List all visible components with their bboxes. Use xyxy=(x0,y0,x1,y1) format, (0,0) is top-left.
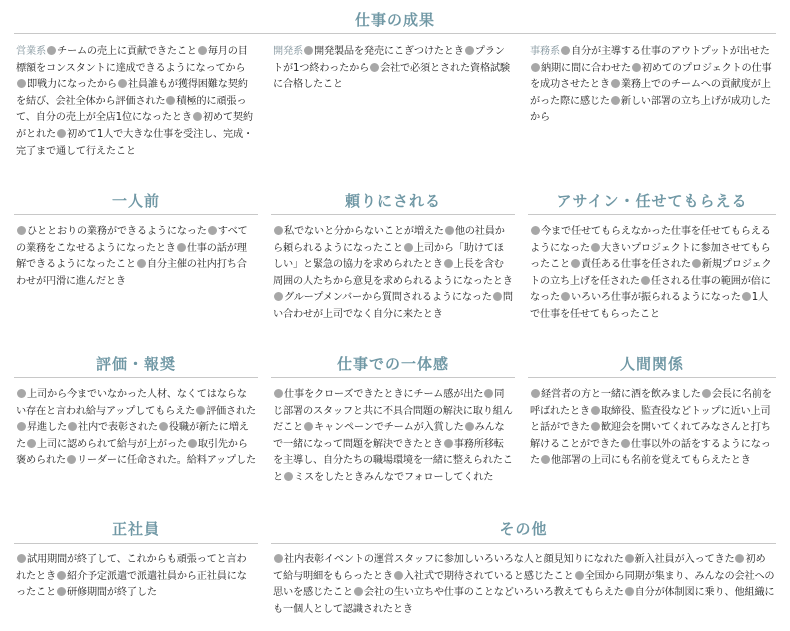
bullet-dot-icon xyxy=(177,243,186,252)
list-item: 業務上でのチームへの貢献度が上がった際に感じた xyxy=(530,79,771,107)
bullet-dot-icon xyxy=(274,292,283,301)
bullet-dot-icon xyxy=(47,46,56,55)
bullet-dot-icon xyxy=(702,389,711,398)
list-item: 初めて1人で大きな仕事を受注し、完成・完了まで通して行えたこと xyxy=(16,128,254,157)
list-item: 大きいプロジェクトに参加させてもらったこと xyxy=(530,242,771,271)
list-item: みんなで一緒になって問題を解決できたとき xyxy=(273,422,505,450)
bullet-dot-icon xyxy=(57,587,66,596)
list-item: キャンペーンでチームが入賞した xyxy=(313,422,464,434)
list-item: 積極的に頑張って、自分の売上が全店1位になったとき xyxy=(16,95,247,124)
bullet-dot-icon xyxy=(17,422,26,431)
divider xyxy=(14,214,258,215)
list-item: 問い合わせが上司でなく自分に来たとき xyxy=(273,292,513,320)
section-title-relied-on: 頼りにされる xyxy=(344,192,441,210)
bullet-dot-icon xyxy=(17,389,26,398)
list-item: ミスをしたときみんなでフォローしてくれた xyxy=(294,471,494,483)
bullet-dot-icon xyxy=(632,63,641,72)
bullet-dot-icon xyxy=(735,554,744,563)
category-label: 営業系 xyxy=(16,46,46,57)
bullet-dot-icon xyxy=(354,587,363,596)
teamwork-text xyxy=(273,387,513,487)
bullet-dot-icon xyxy=(118,79,127,88)
bullet-dot-icon xyxy=(370,63,379,72)
bullet-dot-icon xyxy=(465,422,474,431)
bullet-dot-icon xyxy=(561,46,570,55)
list-item: 新しい部署の立ち上げが成功したから xyxy=(530,95,771,124)
divider xyxy=(271,543,776,544)
bullet-dot-icon xyxy=(274,226,283,235)
bullet-dot-icon xyxy=(274,554,283,563)
bullet-dot-icon xyxy=(68,422,77,431)
section-title-evaluation: 評価・報奨 xyxy=(95,355,176,373)
list-item: リーダーに任命された。給料アップした xyxy=(76,455,256,467)
bullet-dot-icon xyxy=(17,554,26,563)
list-item: 昇進した xyxy=(27,422,67,434)
divider xyxy=(14,377,258,378)
bullet-dot-icon xyxy=(541,455,550,464)
list-item: プラントが1つ終わったから xyxy=(273,46,505,74)
other-text xyxy=(273,552,775,618)
bullet-dot-icon xyxy=(575,571,584,580)
bullet-dot-icon xyxy=(692,259,701,268)
list-item: 取締役、監査役などトップに近い上司と話ができた xyxy=(530,405,771,434)
list-item: 上司から今までいなかった人材、なくてはならない存在と言われ給与アップしてもらえた xyxy=(16,389,247,417)
list-item: 初めて契約がとれた xyxy=(16,112,253,140)
results-dev-text xyxy=(273,44,513,94)
bullet-dot-icon xyxy=(742,292,751,301)
bullet-dot-icon xyxy=(304,422,313,431)
list-item: 自分が主導する仕事のアウトプットが出せた xyxy=(570,46,770,57)
list-item: 取引先から褒められた xyxy=(16,438,248,467)
list-item: 会長に名前を呼ばれたとき xyxy=(530,389,772,417)
list-item: 毎月の目標額をコンスタントに達成できるようになってから xyxy=(16,46,248,74)
section-title-relationships: 人間関係 xyxy=(619,355,684,373)
list-item: 新入社員が入ってきた xyxy=(634,554,735,565)
list-item: 同じ部署のスタッフと共に不具合問題の解決に取り組んだこと xyxy=(273,389,513,434)
bullet-dot-icon xyxy=(208,226,217,235)
list-item: 仕事をクローズできたときにチーム感が出た xyxy=(284,389,484,400)
section-title-assignment: アサイン・任せてもらえる xyxy=(556,192,748,210)
fullfledged-text xyxy=(16,224,256,290)
section-title-teamwork: 仕事での一体感 xyxy=(336,355,449,373)
section-title-fulltime: 正社員 xyxy=(111,520,160,538)
bullet-dot-icon xyxy=(591,422,600,431)
list-item: 初めてのプロジェクトの仕事を成功させたとき xyxy=(530,62,772,91)
bullet-dot-icon xyxy=(57,571,66,580)
bullet-dot-icon xyxy=(621,439,630,448)
bullet-dot-icon xyxy=(444,439,453,448)
bullet-dot-icon xyxy=(484,389,493,398)
bullet-dot-icon xyxy=(17,79,26,88)
divider xyxy=(14,543,258,544)
bullet-dot-icon xyxy=(17,226,26,235)
list-item: いろいろ仕事が振られるようになった xyxy=(570,292,741,304)
list-item: 開発製品を発売にこぎつけたとき xyxy=(313,46,464,57)
list-item: 他の社員から頼られるようになったこと xyxy=(273,226,505,254)
list-item: 会社の生い立ちや仕事のことなどいろいろ教えてもらえた xyxy=(363,587,624,599)
bullet-dot-icon xyxy=(137,259,146,268)
list-item: 役職が新たに増えた xyxy=(16,422,249,450)
divider xyxy=(271,214,515,215)
list-item: 経営者の方と一緒に酒を飲みました xyxy=(541,389,701,400)
list-item: グループメンバーから質問されるようになった xyxy=(284,292,492,304)
bullet-dot-icon xyxy=(591,406,600,415)
bullet-dot-icon xyxy=(625,587,634,596)
bullet-dot-icon xyxy=(193,112,202,121)
bullet-dot-icon xyxy=(625,554,634,563)
category-label: 事務系 xyxy=(530,46,560,57)
bullet-dot-icon xyxy=(274,389,283,398)
bullet-dot-icon xyxy=(561,292,570,301)
list-item: 仕事の話が理解できるようになったこと xyxy=(16,242,247,271)
bullet-dot-icon xyxy=(27,439,36,448)
bullet-dot-icon xyxy=(444,259,453,268)
list-item: 会社で必須とされた資格試験に合格したこと xyxy=(273,62,510,91)
list-item: 即戦力になったから xyxy=(27,79,117,91)
bullet-dot-icon xyxy=(198,46,207,55)
bullet-dot-icon xyxy=(611,79,620,88)
bullet-dot-icon xyxy=(57,129,66,138)
results-office-text xyxy=(530,44,774,127)
bullet-dot-icon xyxy=(493,292,502,301)
list-item: 私でないと分からないことが増えた xyxy=(284,226,444,237)
category-label: 開発系 xyxy=(273,46,303,57)
relied-on-text xyxy=(273,224,513,324)
divider xyxy=(14,33,776,34)
bullet-dot-icon xyxy=(304,46,313,55)
list-item: 新規プロジェクトの立ち上げを任された xyxy=(530,259,772,287)
fulltime-text xyxy=(16,552,256,602)
list-item: 1人で仕事を任せてもらったこと xyxy=(530,292,769,320)
list-item: 今まで任せてもらえなかった仕事を任せてもらえるようになった xyxy=(530,226,771,254)
divider xyxy=(528,377,776,378)
list-item: 社員誰もが獲得困難な契約を結び、会社全体から評価された xyxy=(16,79,248,107)
bullet-dot-icon xyxy=(641,276,650,285)
results-sales-text xyxy=(16,44,256,160)
list-item: 研修期間が終了した xyxy=(66,587,157,599)
list-item: 納期に間に合わせた xyxy=(541,62,631,74)
list-item: 入社式で期待されていると感じたこと xyxy=(403,570,574,582)
list-item: 事務所移転を主導し、自分たちの職場環境を一緒に整えられたこと xyxy=(273,438,513,483)
bullet-dot-icon xyxy=(531,63,540,72)
list-item: 試用期間が終了して、これからも頑張ってと言われたとき xyxy=(16,554,247,582)
bullet-dot-icon xyxy=(394,571,403,580)
bullet-dot-icon xyxy=(159,422,168,431)
section-title-other: その他 xyxy=(499,520,548,538)
bullet-dot-icon xyxy=(67,455,76,464)
list-item: ひととおりの業務ができるようになった xyxy=(27,226,207,237)
list-item: 紹介予定派遣で派遣社員から正社員になったこと xyxy=(16,570,247,599)
bullet-dot-icon xyxy=(591,243,600,252)
divider xyxy=(528,214,776,215)
list-item: 責任ある仕事を任された xyxy=(580,259,691,271)
list-item: 評価された xyxy=(206,405,256,417)
evaluation-text xyxy=(16,387,256,470)
bullet-dot-icon xyxy=(404,243,413,252)
assignment-text xyxy=(530,224,774,324)
bullet-dot-icon xyxy=(284,472,293,481)
list-item: 全国から同期が集まり、みんなの会社への思いを感じたこと xyxy=(273,570,775,599)
list-item: 歓迎会を開いてくれてみなさんと打ち解けることができた xyxy=(530,422,771,450)
section-title-results: 仕事の成果 xyxy=(354,11,435,29)
list-item: チームの売上に貢献できたこと xyxy=(56,46,197,57)
list-item: 社内表彰イベントの運営スタッフに参加しいろいろな人と顔見知りになれた xyxy=(284,554,624,565)
bullet-dot-icon xyxy=(166,96,175,105)
bullet-dot-icon xyxy=(188,439,197,448)
bullet-dot-icon xyxy=(531,226,540,235)
list-item: 仕事以外の話をするようになった xyxy=(530,438,771,467)
list-item: 上司に認められて給与が上がった xyxy=(37,438,187,450)
divider xyxy=(271,377,515,378)
list-item: 初めて給与明細をもらったとき xyxy=(273,554,766,582)
list-item: 社内で表彰された xyxy=(77,422,158,434)
list-item: 上長を含む周囲の人たちから意見を求められるようになったとき xyxy=(273,259,513,287)
list-item: すべての業務をこなせるようになったとき xyxy=(16,226,248,254)
relationships-text xyxy=(530,387,774,470)
list-item: 他部署の上司にも名前を覚えてもらえたとき xyxy=(551,455,751,467)
bullet-dot-icon xyxy=(531,389,540,398)
list-item: 自分主催の社内打ち合わせが円滑に進んだとき xyxy=(16,259,247,287)
bullet-dot-icon xyxy=(465,46,474,55)
bullet-dot-icon xyxy=(196,406,205,415)
section-title-fullfledged: 一人前 xyxy=(111,192,160,210)
bullet-dot-icon xyxy=(611,96,620,105)
list-item: 任される仕事の範囲が倍になった xyxy=(530,275,771,304)
list-item: 上司から「助けてほしい」と緊急の協力を求められたとき xyxy=(273,242,504,271)
list-item: 自分が体制図に乗り、他組織にも一個人として認識されたとき xyxy=(273,587,775,615)
bullet-dot-icon xyxy=(445,226,454,235)
bullet-dot-icon xyxy=(571,259,580,268)
